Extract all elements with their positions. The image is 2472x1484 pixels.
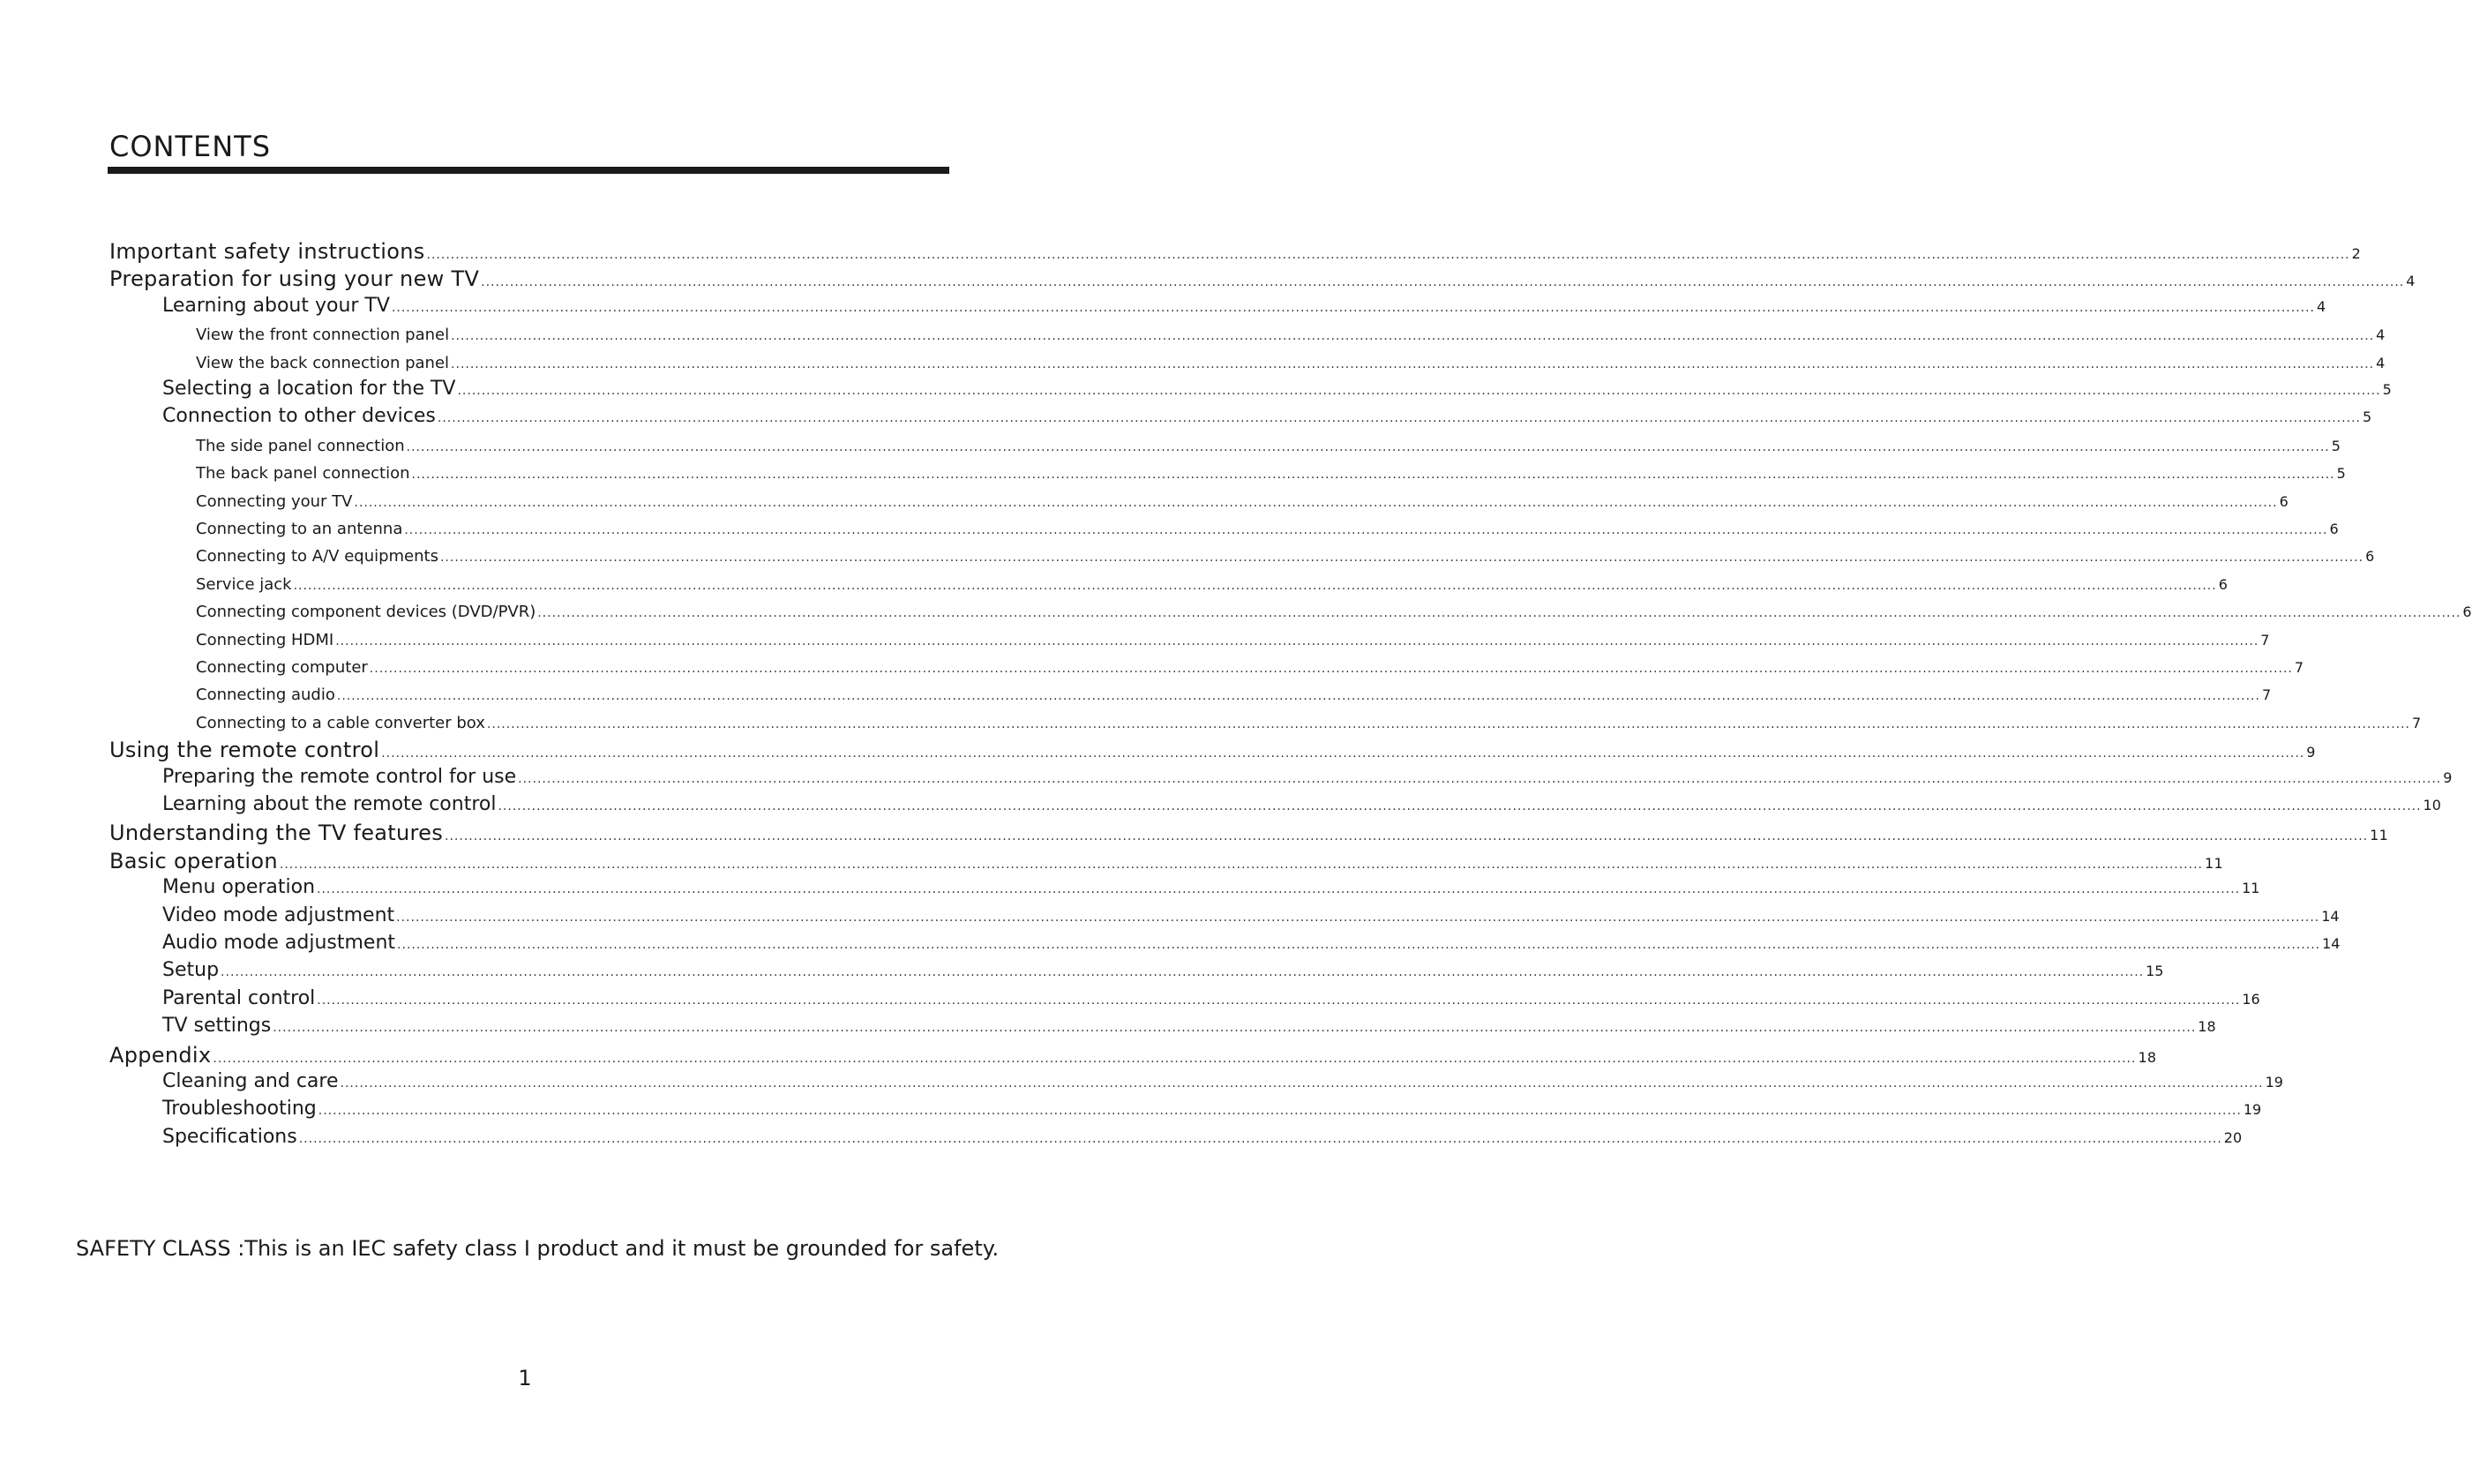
toc-entry-label: Preparing the remote control for use <box>162 766 517 788</box>
toc-dot-leader: ................................................................................................................................................................................................................................................................................................................................................................................................................ <box>397 938 2321 952</box>
toc-dot-leader: ................................................................................................................................................................................................................................................................................................................................................................................................................ <box>437 411 2361 425</box>
toc-entry-page: 2 <box>2351 245 2362 262</box>
safety-class-note: SAFETY CLASS :This is an IEC safety class I product and it must be grounded for safety. <box>76 1236 1000 1261</box>
toc-dot-leader: ................................................................................................................................................................................................................................................................................................................................................................................................................ <box>354 496 2278 510</box>
toc-entry-page: 20 <box>2223 1129 2243 1146</box>
toc-entry-label: Connecting to A/V equipments <box>196 547 438 566</box>
toc-entry-page: 16 <box>2242 991 2260 1008</box>
toc-entry-label: Parental control <box>162 987 316 1009</box>
toc-dot-leader: ................................................................................................................................................................................................................................................................................................................................................................................................................ <box>213 1052 2137 1066</box>
toc-entry <box>196 326 2386 344</box>
toc-entry <box>109 239 2362 264</box>
toc-dot-leader: ................................................................................................................................................................................................................................................................................................................................................................................................................ <box>273 1021 2197 1035</box>
toc-dot-leader: ................................................................................................................................................................................................................................................................................................................................................................................................................ <box>369 662 2293 676</box>
toc-entry-page: 4 <box>2376 355 2386 371</box>
toc-entry-label: Appendix <box>109 1043 212 1068</box>
toc-dot-leader: ................................................................................................................................................................................................................................................................................................................................................................................................................ <box>293 579 2217 593</box>
toc-entry-label: Cleaning and care <box>162 1070 339 1092</box>
toc-entry-label: Audio mode adjustment <box>162 932 396 954</box>
toc-entry-page: 11 <box>2370 827 2389 843</box>
toc-dot-leader: ................................................................................................................................................................................................................................................................................................................................................................................................................ <box>336 689 2260 703</box>
toc-dot-leader: ................................................................................................................................................................................................................................................................................................................................................................................................................ <box>439 551 2364 565</box>
toc-dot-leader: ................................................................................................................................................................................................................................................................................................................................................................................................................ <box>411 468 2335 482</box>
toc-dot-leader: ................................................................................................................................................................................................................................................................................................................................................................................................................ <box>406 440 2330 454</box>
toc-entry-page: 19 <box>2265 1074 2283 1091</box>
toc-entry-label: Understanding the TV features <box>109 821 444 845</box>
toc-entry-page: 6 <box>2279 493 2288 510</box>
toc-entry-label: Specifications <box>162 1126 297 1148</box>
toc-entry-page: 10 <box>2423 797 2441 813</box>
toc-dot-leader: ................................................................................................................................................................................................................................................................................................................................................................................................................ <box>340 1076 2264 1091</box>
toc-dot-leader: ................................................................................................................................................................................................................................................................................................................................................................................................................ <box>221 965 2145 979</box>
toc-entry <box>196 686 2272 704</box>
toc-entry <box>109 821 2389 845</box>
toc-entry-label: Basic operation <box>109 849 278 873</box>
toc-dot-leader: ................................................................................................................................................................................................................................................................................................................................................................................................................ <box>426 248 2350 262</box>
toc-entry-label: Important safety instructions <box>109 239 425 264</box>
toc-entry-page: 7 <box>2261 686 2272 703</box>
toc-entry-label: Learning about the remote control <box>162 793 497 815</box>
toc-entry <box>162 378 2392 400</box>
toc-entry <box>196 603 2472 621</box>
toc-entry-label: The side panel connection <box>196 437 405 455</box>
page-number: 1 <box>518 1366 532 1390</box>
toc-entry-label: Connecting computer <box>196 658 368 677</box>
toc-dot-leader: ................................................................................................................................................................................................................................................................................................................................................................................................................ <box>486 717 2410 731</box>
toc-entry <box>162 793 2441 815</box>
toc-entry <box>162 932 2341 954</box>
toc-entry-label: Troubleshooting <box>162 1098 317 1120</box>
toc-entry-page: 5 <box>2336 465 2346 482</box>
toc-entry-page: 6 <box>2365 548 2375 565</box>
toc-entry <box>196 575 2228 594</box>
toc-entry-page: 11 <box>2204 855 2223 872</box>
toc-entry <box>162 987 2260 1009</box>
toc-entry <box>196 492 2288 511</box>
toc-entry <box>162 1070 2283 1092</box>
toc-entry-page: 6 <box>2462 603 2472 620</box>
toc-entry-label: Video mode adjustment <box>162 904 395 926</box>
toc-entry <box>109 849 2223 873</box>
toc-entry-label: Connecting to a cable converter box <box>196 714 485 732</box>
toc-dot-leader: ................................................................................................................................................................................................................................................................................................................................................................................................................ <box>318 1104 2242 1118</box>
toc-entry <box>196 658 2304 677</box>
toc-entry <box>162 295 2326 317</box>
toc-entry-label: View the back connection panel <box>196 354 450 372</box>
toc-entry-page: 14 <box>2322 935 2341 952</box>
toc-dot-leader: ................................................................................................................................................................................................................................................................................................................................................................................................................ <box>317 993 2241 1008</box>
toc-entry-label: Preparation for using your new TV <box>109 266 480 291</box>
toc-entry <box>162 766 2453 788</box>
toc-dot-leader: ................................................................................................................................................................................................................................................................................................................................................................................................................ <box>457 384 2381 398</box>
toc-entry-label: Menu operation <box>162 876 316 898</box>
toc-entry-label: Connecting component devices (DVD/PVR) <box>196 603 536 621</box>
toc-dot-leader: ................................................................................................................................................................................................................................................................................................................................................................................................................ <box>498 799 2422 813</box>
toc-entry-label: Selecting a location for the TV <box>162 378 456 400</box>
toc-entry <box>196 437 2341 455</box>
toc-entry-label: The back panel connection <box>196 464 410 483</box>
toc-entry-label: TV settings <box>162 1015 272 1037</box>
toc-dot-leader: ................................................................................................................................................................................................................................................................................................................................................................................................................ <box>537 606 2461 620</box>
toc-dot-leader: ................................................................................................................................................................................................................................................................................................................................................................................................................ <box>381 746 2305 761</box>
toc-entry <box>196 547 2375 566</box>
toc-entry-label: Connecting HDMI <box>196 631 334 649</box>
toc-entry <box>162 959 2164 981</box>
toc-entry <box>109 266 2416 291</box>
toc-entry-label: Connecting your TV <box>196 492 353 511</box>
toc-entry <box>162 904 2340 926</box>
toc-dot-leader: ................................................................................................................................................................................................................................................................................................................................................................................................................ <box>279 858 2203 872</box>
toc-entry <box>109 1043 2157 1068</box>
toc-entry-label: Connecting to an antenna <box>196 520 403 538</box>
toc-entry <box>196 354 2386 372</box>
toc-entry-page: 11 <box>2242 880 2260 896</box>
toc-entry-page: 18 <box>2198 1018 2216 1035</box>
toc-entry-label: Connection to other devices <box>162 405 436 427</box>
toc-entry-page: 15 <box>2146 963 2164 979</box>
toc-dot-leader: ................................................................................................................................................................................................................................................................................................................................................................................................................ <box>391 301 2315 315</box>
toc-entry <box>162 1015 2216 1037</box>
toc-entry <box>196 714 2422 732</box>
toc-dot-leader: ................................................................................................................................................................................................................................................................................................................................................................................................................ <box>445 829 2369 843</box>
toc-entry <box>196 464 2346 483</box>
toc-entry-label: View the front connection panel <box>196 326 450 344</box>
title-divider <box>108 167 949 174</box>
toc-entry-page: 9 <box>2306 744 2316 761</box>
toc-entry <box>162 1098 2262 1120</box>
toc-entry-page: 14 <box>2321 908 2340 925</box>
toc-dot-leader: ................................................................................................................................................................................................................................................................................................................................................................................................................ <box>298 1132 2222 1146</box>
toc-entry-page: 4 <box>2406 273 2416 289</box>
toc-entry <box>196 631 2270 649</box>
toc-dot-leader: ................................................................................................................................................................................................................................................................................................................................................................................................................ <box>404 523 2328 537</box>
toc-entry <box>162 405 2372 427</box>
toc-entry-page: 18 <box>2138 1049 2157 1066</box>
toc-entry-page: 19 <box>2243 1101 2262 1118</box>
toc-entry-label: Using the remote control <box>109 738 380 762</box>
toc-entry-page: 7 <box>2260 632 2270 648</box>
toc-entry-page: 6 <box>2218 576 2228 593</box>
toc-entry-page: 5 <box>2382 381 2392 398</box>
toc-dot-leader: ................................................................................................................................................................................................................................................................................................................................................................................................................ <box>518 772 2442 786</box>
toc-entry-page: 5 <box>2331 438 2341 454</box>
toc-dot-leader: ................................................................................................................................................................................................................................................................................................................................................................................................................ <box>335 634 2259 648</box>
toc-entry <box>196 520 2339 538</box>
toc-dot-leader: ................................................................................................................................................................................................................................................................................................................................................................................................................ <box>451 329 2375 343</box>
toc-dot-leader: ................................................................................................................................................................................................................................................................................................................................................................................................................ <box>317 882 2241 896</box>
toc-entry <box>162 876 2260 898</box>
toc-entry-page: 7 <box>2294 659 2304 676</box>
toc-dot-leader: ................................................................................................................................................................................................................................................................................................................................................................................................................ <box>451 357 2375 371</box>
toc-entry <box>109 738 2316 762</box>
toc-entry-label: Setup <box>162 959 220 981</box>
toc-entry-page: 4 <box>2317 298 2326 315</box>
toc-dot-leader: ................................................................................................................................................................................................................................................................................................................................................................................................................ <box>396 911 2320 925</box>
toc-entry-label: Learning about your TV <box>162 295 390 317</box>
toc-entry-page: 6 <box>2329 521 2339 537</box>
toc-entry <box>162 1126 2243 1148</box>
toc-entry-label: Connecting audio <box>196 686 335 704</box>
toc-entry-page: 7 <box>2412 715 2422 731</box>
toc-dot-leader: ................................................................................................................................................................................................................................................................................................................................................................................................................ <box>481 275 2405 289</box>
toc-entry-page: 5 <box>2362 408 2372 425</box>
page-title: CONTENTS <box>109 130 272 163</box>
toc-entry-page: 9 <box>2443 769 2453 786</box>
toc-entry-label: Service jack <box>196 575 292 594</box>
toc-entry-page: 4 <box>2376 326 2386 343</box>
